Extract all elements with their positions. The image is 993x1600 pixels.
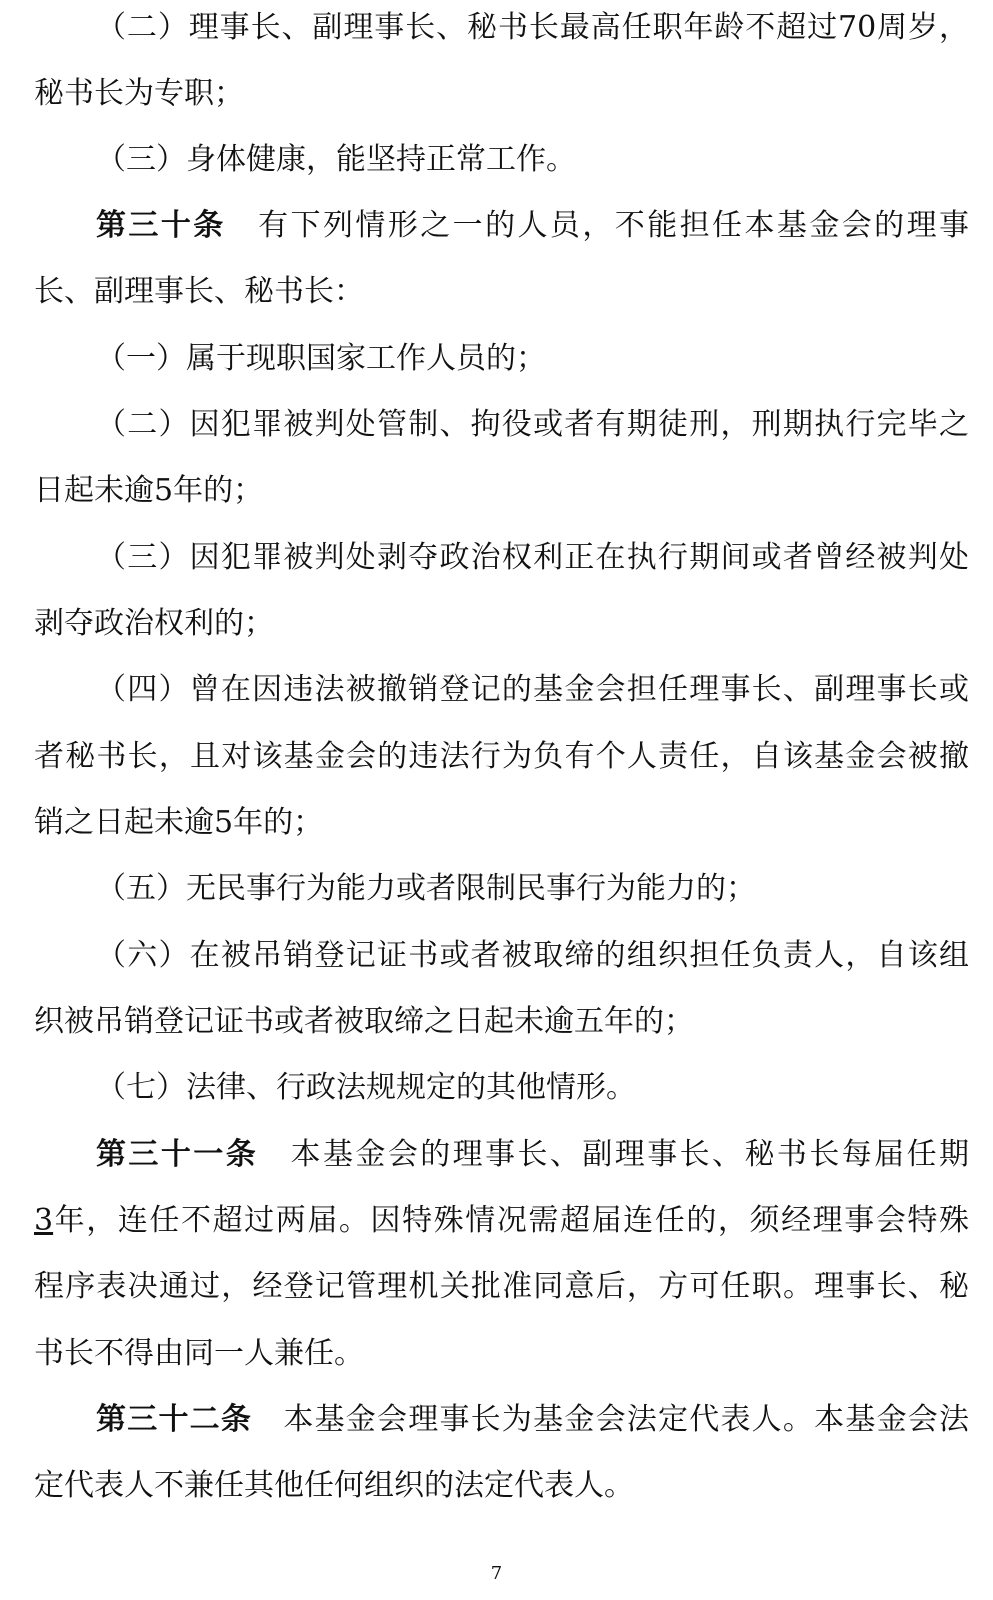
- text-line: （四）曾在因违法被撤销登记的基金会担任理事长、副理事长或: [96, 672, 969, 707]
- text-line: [0, 1189, 993, 1253]
- text-line: 程序表决通过，经登记管理机关批准同意后，方可任职。理事长、秘: [34, 1269, 969, 1304]
- article-32-text: 本基金会理事长为基金会法定代表人。本基金会法: [282, 1402, 970, 1437]
- article-31-line: [0, 1123, 993, 1187]
- article-31-text: 本基金会的理事长、副理事长、秘书长每届任期: [288, 1137, 970, 1172]
- text-line: （一）属于现职国家工作人员的；: [96, 341, 546, 376]
- text-span: 年，连任不超过两届。因特殊情况需超届连任的，须经理事会特殊: [53, 1203, 969, 1238]
- term-years-number: 3: [34, 1203, 54, 1238]
- text-line: 销之日起未逾5年的；: [34, 805, 324, 840]
- text-line: 织被吊销登记证书或者被取缔之日起未逾五年的；: [34, 1004, 694, 1039]
- text-line: （三）身体健康，能坚持正常工作。: [96, 142, 576, 177]
- text-line: （三）因犯罪被判处剥夺政治权利正在执行期间或者曾经被判处: [96, 540, 969, 575]
- text-line: （二）理事长、副理事长、秘书长最高任职年龄不超过70周岁，: [96, 10, 969, 45]
- text-line: 秘书长为专职；: [34, 76, 244, 111]
- text-line: 日起未逾5年的；: [34, 473, 264, 508]
- text-line: 长、副理事长、秘书长：: [34, 274, 364, 309]
- article-32-title: 第三十二条: [96, 1402, 253, 1437]
- text-line: （七）法律、行政法规规定的其他情形。: [96, 1070, 636, 1105]
- text-line: 者秘书长，且对该基金会的违法行为负有个人责任，自该基金会被撤: [34, 739, 969, 774]
- article-32-line: [0, 1388, 993, 1452]
- text-line: （六）在被吊销登记证书或者被取缔的组织担任负责人，自该组: [96, 938, 969, 973]
- article-30-line: [0, 194, 993, 258]
- text-line: 剥夺政治权利的；: [34, 606, 274, 641]
- text-line: 书长不得由同一人兼任。: [34, 1336, 364, 1371]
- article-31-title: 第三十一条: [96, 1137, 259, 1172]
- article-30-text: 有下列情形之一的人员，不能担任本基金会的理事: [255, 208, 970, 243]
- text-line: 定代表人不兼任其他任何组织的法定代表人。: [34, 1468, 634, 1503]
- text-line: （二）因犯罪被判处管制、拘役或者有期徒刑，刑期执行完毕之: [96, 407, 969, 442]
- page-number: 7: [490, 1563, 503, 1584]
- article-30-title: 第三十条: [96, 208, 226, 243]
- text-line: （五）无民事行为能力或者限制民事行为能力的；: [96, 871, 756, 906]
